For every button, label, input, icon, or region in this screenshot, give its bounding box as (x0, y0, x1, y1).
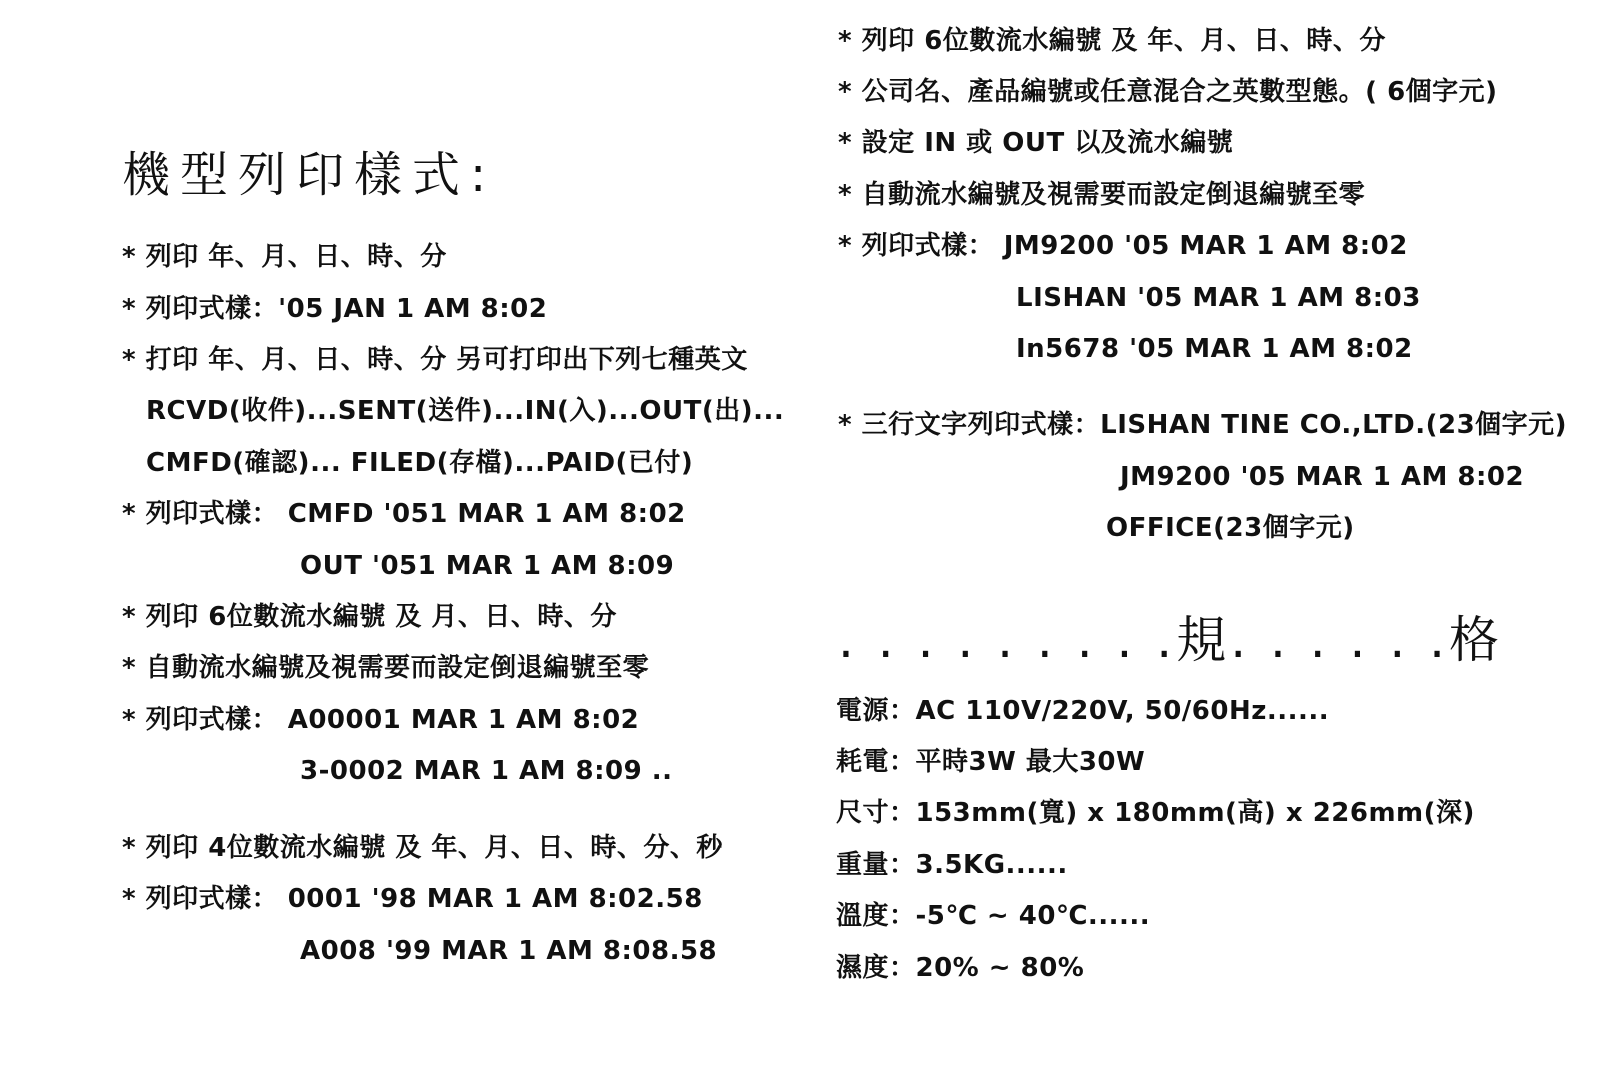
page-title: 機型列印樣式: (122, 147, 497, 203)
left-line-3: * 打印 年、月、日、時、分 另可打印出下列七種英文 (122, 345, 748, 375)
right-line-5: * 列印式樣： JM9200 '05 MAR 1 AM 8:02 (838, 231, 1408, 261)
left-line-8: * 列印 6位數流水編號 及 月、日、時、分 (122, 602, 617, 632)
left-line-9: * 自動流水編號及視需要而設定倒退編號至零 (122, 653, 650, 683)
left-line-14: A008 '99 MAR 1 AM 8:08.58 (300, 936, 718, 966)
spec-power: 電源：AC 110V/220V, 50/60Hz...... (836, 696, 1330, 726)
left-line-2: * 列印式樣：'05 JAN 1 AM 8:02 (122, 294, 548, 324)
left-line-13: * 列印式樣： 0001 '98 MAR 1 AM 8:02.58 (122, 884, 703, 914)
right-line-9: JM9200 '05 MAR 1 AM 8:02 (1120, 462, 1525, 492)
right-line-1: * 列印 6位數流水編號 及 年、月、日、時、分 (838, 26, 1386, 56)
right-line-2: * 公司名、產品編號或任意混合之英數型態。( 6個字元) (838, 77, 1498, 107)
left-line-7: OUT '051 MAR 1 AM 8:09 (300, 551, 675, 581)
spec-dimensions: 尺寸：153mm(寬) x 180mm(高) x 226mm(深) (836, 798, 1475, 828)
right-line-7: In5678 '05 MAR 1 AM 8:02 (1016, 334, 1413, 364)
right-line-8: * 三行文字列印式樣：LISHAN TINE CO.,LTD.(23個字元) (838, 410, 1568, 440)
left-line-4: RCVD(收件)...SENT(送件)...IN(入)...OUT(出)... (146, 396, 785, 426)
left-line-11: 3-0002 MAR 1 AM 8:09 .. (300, 756, 673, 786)
left-line-12: * 列印 4位數流水編號 及 年、月、日、時、分、秒 (122, 833, 723, 863)
spec-weight: 重量：3.5KG...... (836, 850, 1068, 880)
spec-consumption: 耗電：平時3W 最大30W (836, 747, 1146, 777)
left-line-6: * 列印式樣： CMFD '051 MAR 1 AM 8:02 (122, 499, 686, 529)
left-line-1: * 列印 年、月、日、時、分 (122, 242, 447, 272)
left-line-5: CMFD(確認)... FILED(存檔)...PAID(已付) (146, 448, 694, 478)
left-line-10: * 列印式樣： A00001 MAR 1 AM 8:02 (122, 705, 640, 735)
right-line-6: LISHAN '05 MAR 1 AM 8:03 (1016, 283, 1421, 313)
right-line-10: OFFICE(23個字元) (1106, 513, 1355, 543)
spec-title: . . . . . . . . .規. . . . . .格 (838, 611, 1504, 669)
right-line-3: * 設定 IN 或 OUT 以及流水編號 (838, 128, 1234, 158)
right-line-4: * 自動流水編號及視需要而設定倒退編號至零 (838, 180, 1366, 210)
spec-temperature: 溫度：-5℃ ~ 40℃...... (836, 901, 1151, 931)
spec-humidity: 濕度：20% ~ 80% (836, 953, 1085, 983)
